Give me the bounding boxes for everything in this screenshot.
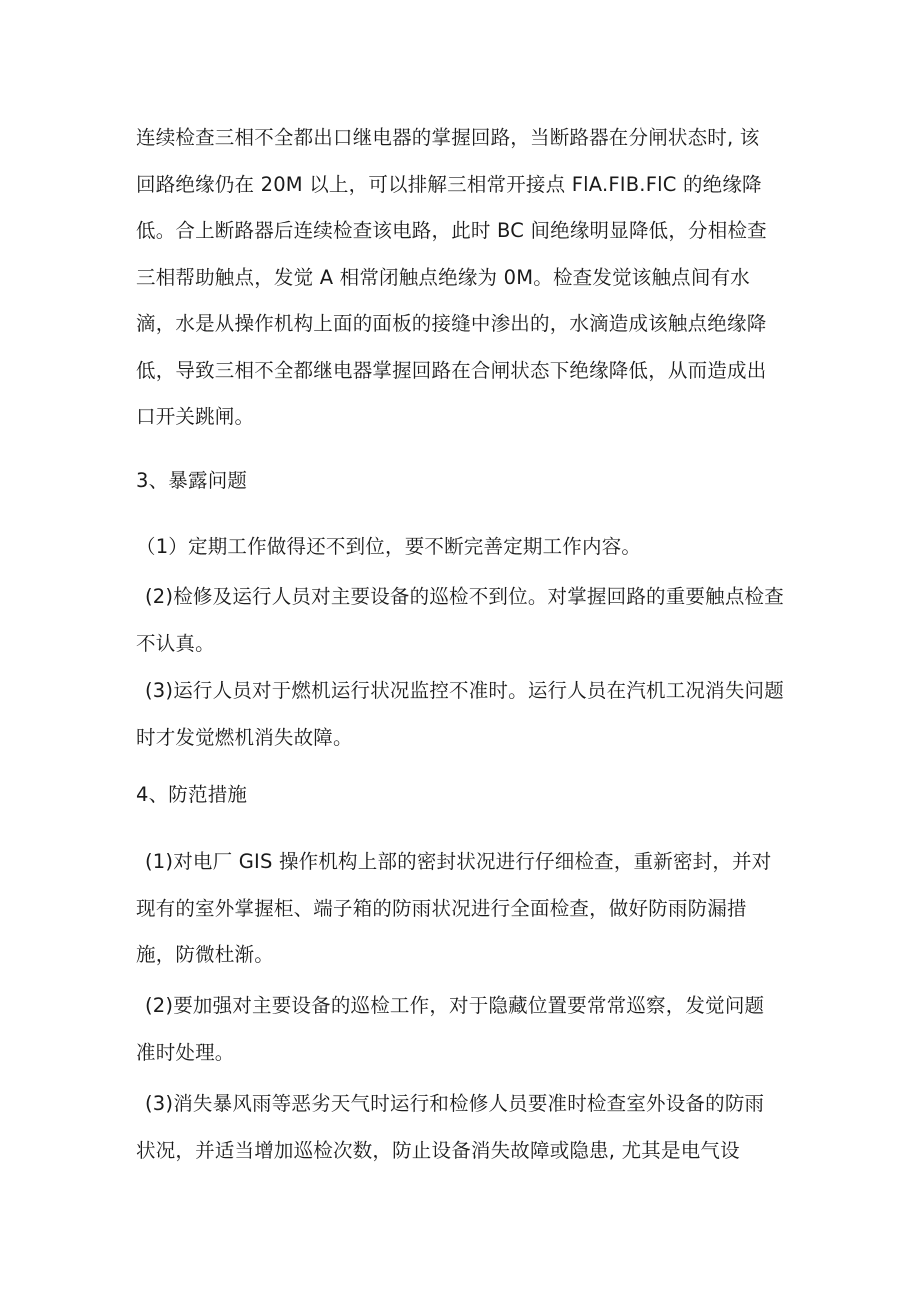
text-line: 施，防微杜渐。 <box>136 943 274 966</box>
heading-text: 4、防范措施 <box>136 783 248 806</box>
text-line: 准时处理。 <box>136 1040 235 1064</box>
section-4-item-3 <box>136 1081 805 1174</box>
text-line: 口开关跳闸。 <box>136 405 255 428</box>
text-line: (2)检修及运行人员对主要设备的巡检不到位。对掌握回路的重要触点检查 <box>145 585 784 608</box>
text-line: (2)要加强对主要设备的巡检工作，对于隐藏位置要常常巡察，发觉问题 <box>145 994 765 1017</box>
text-line: 不认真。 <box>136 631 215 655</box>
section-3-heading <box>136 458 796 505</box>
text-line: 低。合上断路器后连续检查该电路，此时 BC 间绝缘明显降低，分相检查 <box>136 219 767 242</box>
text-line: 三相帮助触点，发觉 A 相常闭触点绝缘为 0M。检查发觉该触点间有水 <box>136 265 750 289</box>
section-4-heading <box>136 772 796 819</box>
text-line: 连续检查三相不全都出口继电器的掌握回路，当断路器在分闸状态时, 该 <box>136 126 760 149</box>
text-line: (1)对电厂 GIS 操作机构上部的密封状况进行仔细检查，重新密封，并对 <box>145 850 772 873</box>
section-3-item-3 <box>136 668 805 761</box>
intro-paragraph <box>136 115 796 441</box>
heading-text: 3、暴露问题 <box>136 469 248 492</box>
section-3-item-2 <box>136 574 805 667</box>
text-line: (3)消失暴风雨等恶劣天气时运行和检修人员要准时检查室外设备的防雨 <box>145 1092 765 1115</box>
text-line: 低，导致三相不全都继电器掌握回路在合闸状态下绝缘降低，从而造成出 <box>136 358 767 382</box>
text-line: 状况，并适当增加巡检次数，防止设备消失故障或隐患, 尤其是电气设 <box>136 1138 740 1162</box>
text-line: 滴，水是从操作机构上面的面板的接缝中渗出的，水滴造成该触点绝缘降 <box>136 312 767 335</box>
text-line: 时才发觉燃机消失故障。 <box>136 725 353 749</box>
section-3-item-1 <box>136 524 796 571</box>
section-4-item-2 <box>136 983 805 1076</box>
text-line: 回路绝缘仍在 20M 以上，可以排解三相常开接点 FlA.FIB.FlC 的绝缘降 <box>136 172 762 196</box>
text-line: (3)运行人员对于燃机运行状况监控不准时。运行人员在汽机工况消失问题 <box>145 679 784 702</box>
section-4-item-1 <box>136 839 805 979</box>
text-line: 现有的室外掌握柜、端子箱的防雨状况进行全面检查，做好防雨防漏措 <box>136 896 747 920</box>
text-line: （1）定期工作做得还不到位，要不断完善定期工作内容。 <box>136 535 642 558</box>
